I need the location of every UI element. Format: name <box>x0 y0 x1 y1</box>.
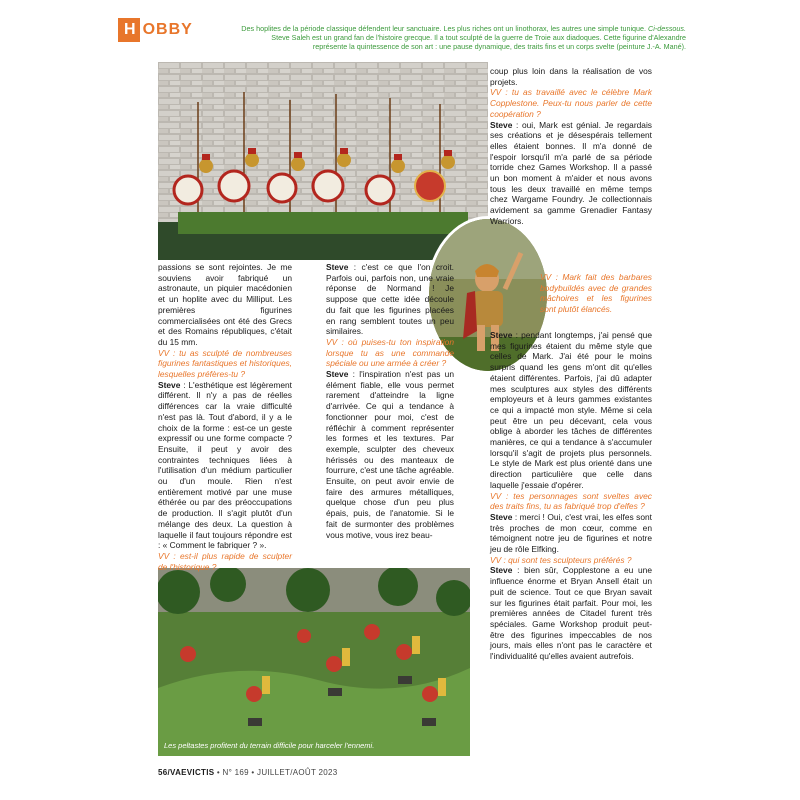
caption-part-1: Des hoplites de la période classique défendent leur sanctuaire. Les plus riches ont un linothorax, les autres une simple tunique. <box>241 24 647 33</box>
section-title-initial: H <box>124 21 137 38</box>
hoplites-photo <box>158 62 488 260</box>
hoplites-photo-art <box>158 62 488 260</box>
speaker-name: Steve <box>326 262 349 272</box>
issue-info: • N° 169 • JUILLET/AOÛT 2023 <box>214 768 338 777</box>
peltasts-photo-art <box>158 568 470 756</box>
section-title <box>124 21 193 39</box>
magazine-page <box>110 10 690 790</box>
speaker-name: Steve <box>490 330 513 340</box>
interview-answer <box>490 330 652 491</box>
interview-question: VV : où puises-tu ton inspiration lorsque tu as une commande spéciale ou une armée à créer ? <box>326 336 454 369</box>
caption-part-3: Steve Saleh est un grand fan de l'histoire grecque. Il a tout sculpté de la guerre de Troie aux diadoques. Cette figurine d'Alexandre représente la quintessence de son art : une pause dynamique, des traits fins et un corps svelte (peinture J.-A. Mané). <box>271 33 686 52</box>
header-caption <box>240 24 686 52</box>
speaker-name: Steve <box>490 119 513 130</box>
interview-question: VV : Mark fait des barbares bodybuildés avec de grandes mâchoires et les figurines sont plutôt élancés. <box>540 272 652 315</box>
peltasts-caption: Les peltastes profitent du terrain difficile pour harceler l'ennemi. <box>164 741 375 750</box>
answer-text: : oui, Mark est génial. Je regardais ses créations et je désespérais tellement elles étaient bonnes. Il m'a donné de l'espoir lorsqu'il m'a parlé de sa période torride chez Games Workshop. Il a passé un bon moment à m'aider et nous avons tous les deux travaillé en même temps chez Wargame Foundry. Je collectionnais avidement sa gamme Grenadier Fantasy Warriors. <box>490 119 652 226</box>
paragraph: coup plus loin dans la réalisation de vos projets. <box>490 66 652 87</box>
paragraph: passions se sont rejointes. Je me souviens avoir fabriqué un astronaute, un piquier macédonien et un hoplite avec du Milliput. Les premières figurines commercialisées ont été des Grecs et des Romains républiques, c'était du 15 mm. <box>158 262 292 347</box>
page-number: 56/ <box>158 768 171 777</box>
text-column-3-lower <box>490 330 652 662</box>
text-column-2 <box>326 262 454 540</box>
text-column-3-continued <box>540 272 652 315</box>
answer-text: : l'inspiration n'est pas un élément fiable, elle vous permet rarement d'atteindre la ligne d'arrivée. Ce qui a tendance à fonctionner pour moi, c'est de réfléchir à comment représenter les formes et les textures. Par exemple, sculpter des cheveux hérissés ou des manteaux de fourrure, c'est une tâche agréable. Ensuite, on peut avoir envie de faire des armures métalliques, quelque chose d'un peu plus épais, puis, de l'anatomie. Si le fait de surmonter des problèmes vous motive, vous irez beau- <box>326 369 454 540</box>
speaker-name: Steve <box>158 379 181 390</box>
interview-answer <box>490 120 652 227</box>
interview-answer <box>490 512 652 555</box>
speaker-name: Steve <box>326 369 349 380</box>
page-footer <box>158 768 338 777</box>
speaker-name: Steve <box>490 511 513 522</box>
answer-text: : merci ! Oui, c'est vrai, les elfes sont très proches de mon cœur, comme en témoignent notre jeu de figurines et notre jeu de rôle Elfking. <box>490 511 652 555</box>
answer-text: : pendant longtemps, j'ai pensé que mes figurines étaient du même style que celles de Mark. J'ai été pour le moins surpris quand les gens m'ont dit qu'elles étaient différentes. Parfois, j'ai dû adapter mes sculptures aux styles des différents employeurs et à leurs gammes existantes ce qui a impacté mon style. Même si cela peut être un peu décevant, cela vous oblige à aborder les tâches de différentes manières, ce qui a tendance à s'accumuler lorsqu'il s'agit de projets plus personnels. Le style de Mark est plus orienté dans une direction particulière que celle dans laquelle j'essaie d'opérer. <box>490 330 652 490</box>
interview-question: VV : tu as sculpté de nombreuses figurines fantastiques et historiques, lesquelles préfères-tu ? <box>158 347 292 380</box>
interview-question: VV : qui sont tes sculpteurs préférés ? <box>490 554 632 565</box>
peltasts-photo <box>158 568 470 756</box>
interview-question: VV : est-il plus rapide de sculpter de l'historique ? <box>158 550 292 572</box>
caption-part-2: Ci-dessous. <box>648 24 686 33</box>
interview-answer <box>158 380 292 551</box>
interview-answer <box>326 262 454 337</box>
answer-text: : c'est ce que l'on croit. Parfois oui, parfois non, une vraie réponse de Normand ! Je suppose que cette idée découle du fait que les figurines placées en rang semblent toutes un peu similaires. <box>326 262 454 337</box>
section-title-rest: OBBY <box>142 21 193 38</box>
section-tag <box>118 18 193 42</box>
answer-text: : bien sûr, Copplestone a eu une influence énorme et Bryan Ansell était un puit de science. Tout ce que Bryan savait sur les figurines était parfait. Pour moi, les premières années de Citadel furent très spéciales. Game Workshop produit peut-être des figurines impeccables de nos jours, mais elles n'ont pas le caractère et l'individualité qu'elles avaient autrefois. <box>490 565 652 662</box>
text-column-1 <box>158 262 292 572</box>
magazine-name: VAEVICTIS <box>170 768 215 777</box>
interview-question: VV : tes personnages sont sveltes avec des traits fins, tu as fabriqué trop d'elfes ? <box>490 490 652 512</box>
speaker-name: Steve <box>490 565 513 576</box>
text-column-3 <box>490 66 652 227</box>
answer-text: : L'esthétique est légèrement différent. Il n'y a pas de réelles différences car la vraie difficulté n'est pas là. Tout d'abord, il y a le choix de la forme : est-ce un geste expressif ou une forme compacte ? Ensuite, il peut y avoir des contraintes techniques liées à l'utilisation d'un médium particulier ou d'un moule. Rien n'est entièrement motivé par une muse éthérée ou par des préoccupations de production. Il s'agit plutôt d'un mélange des deux. La question à laquelle il faut toujours répondre est : « Comment le fabriquer ? ». <box>158 379 292 551</box>
interview-answer <box>490 565 652 661</box>
interview-question: VV : tu as travaillé avec le célèbre Mark Copplestone. Peux-tu nous parler de cette coopération ? <box>490 87 652 119</box>
interview-answer <box>326 369 454 540</box>
